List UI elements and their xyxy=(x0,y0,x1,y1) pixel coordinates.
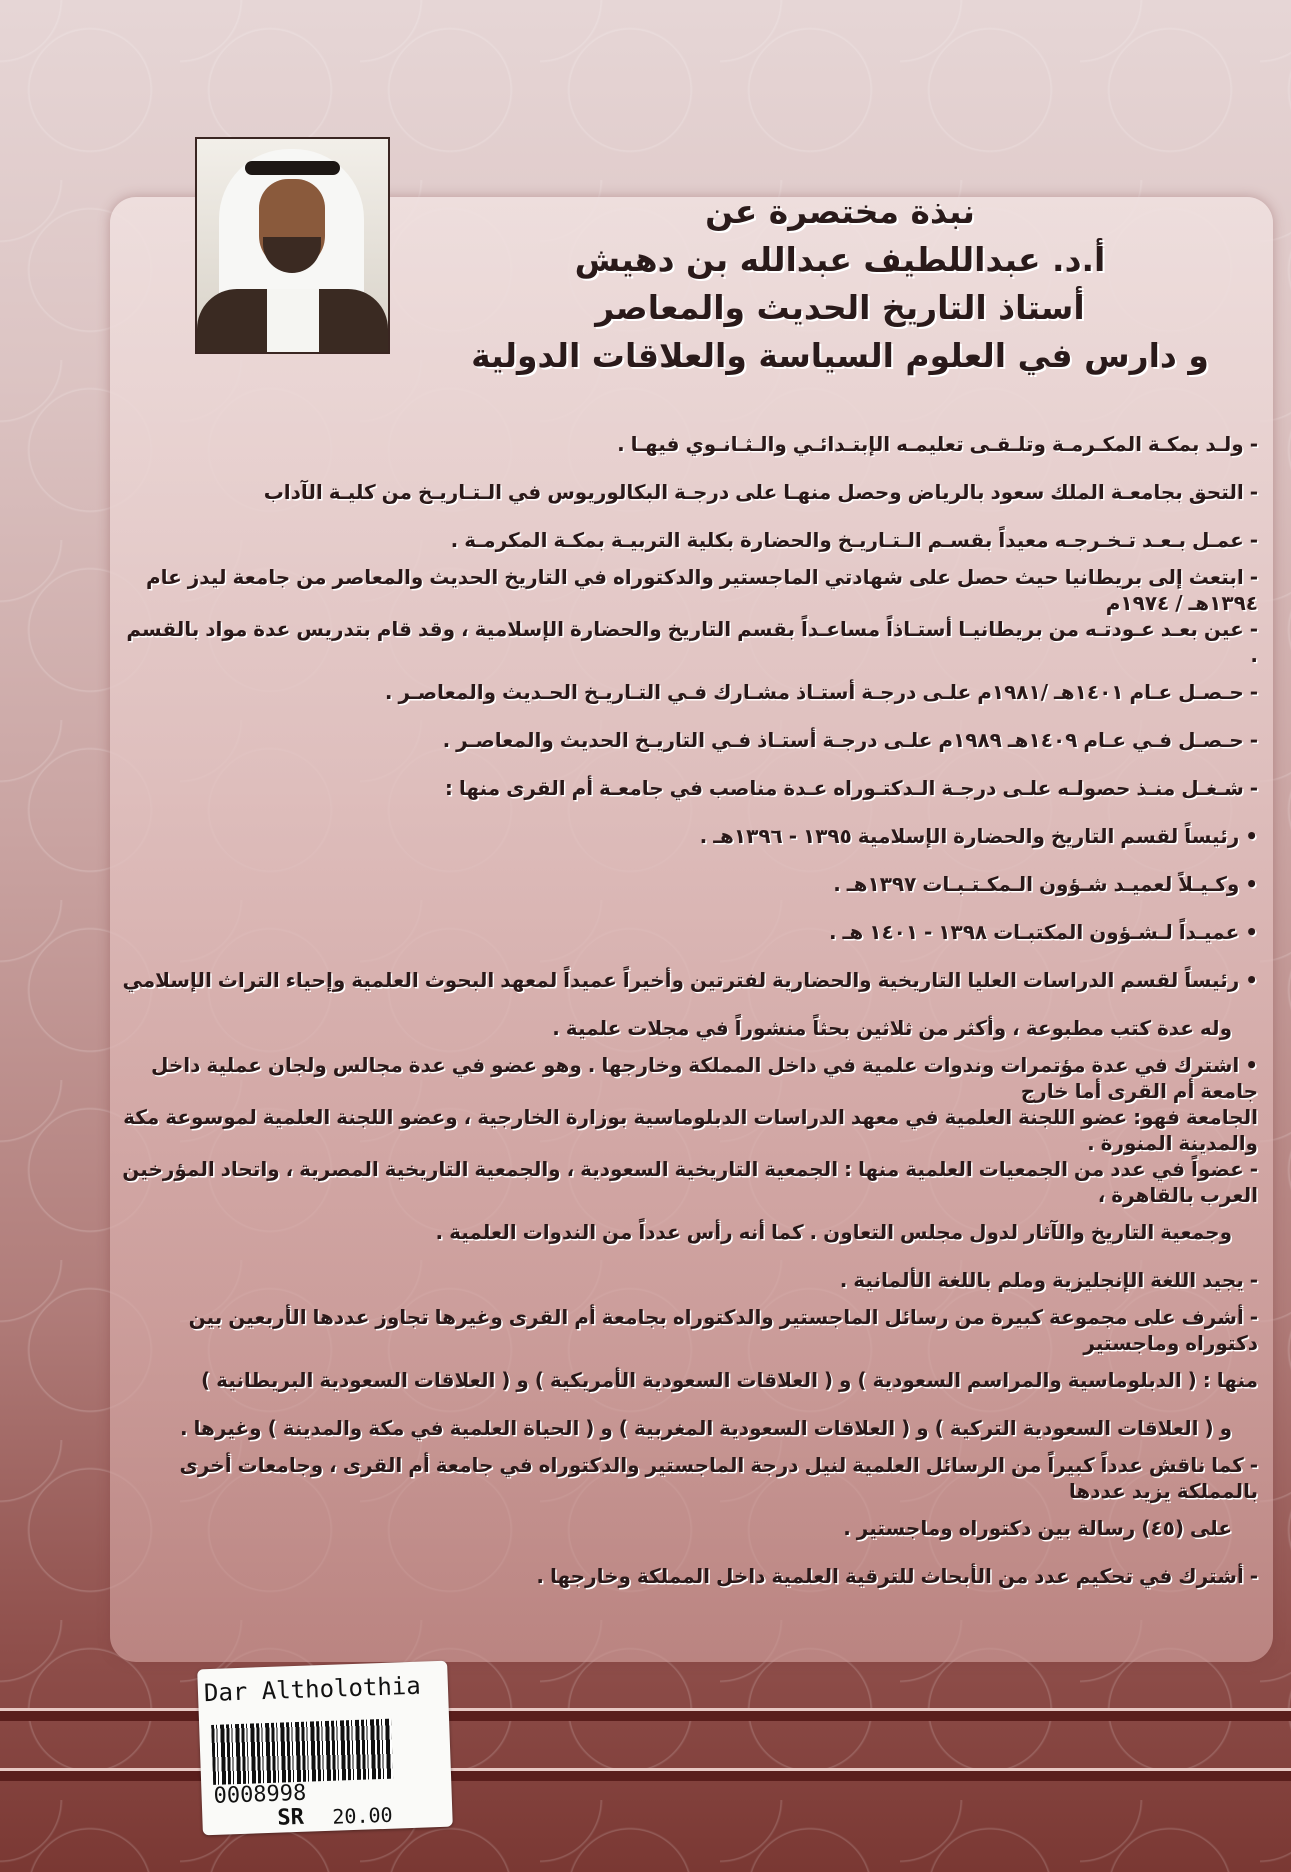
bio-bullet: • عميـداً لـشـؤون المكتبـات ١٣٩٨ - ١٤٠١ هـ . xyxy=(829,920,1258,944)
bio-line: - ابتعث إلى بريطانيا حيث حصل على شهادتي الماجستير والدكتوراه في التاريخ الحديث والمعاصر من جامعة ليدز عام ١٣٩٤هـ / ١٩٧٤م xyxy=(145,565,1258,615)
author-heading xyxy=(430,188,1250,380)
bio-line: - عين بعـد عـودتـه من بريطانيـا أستـاذاً مساعـداً بقسم التاريخ والحضارة الإسلامية ، وقد قام بتدريس عدة مواد بالقسم . xyxy=(126,617,1258,667)
bio-bullet: • وكـيـلاً لعميـد شـؤون الـمكـتـبـات ١٣٩٧هـ . xyxy=(833,872,1258,896)
currency: SR xyxy=(276,1804,305,1831)
author-name: أ.د. عبداللطيف عبدالله بن دهيش xyxy=(574,240,1106,279)
bio-line-continued: منها : ( الدبلوماسية والمراسم السعودية ) و ( العلاقات السعودية الأمريكية ) و ( العلاقات السعودية البريطانية ) xyxy=(201,1368,1258,1392)
bio-line-continued: الجامعة فهو: عضو اللجنة العلمية في معهد الدراسات الدبلوماسية بوزارة الخارجية ، وعضو اللجنة العلمية لموسوعة مكة والمدينة المنورة . xyxy=(123,1105,1258,1155)
bio-bullet: • رئيساً لقسم الدراسات العليا التاريخية والحضارية لفترتين وأخيراً عميداً لمعهد البحوث العلمية وإحياء التراث الإسلامي xyxy=(122,968,1258,992)
author-title: أستاذ التاريخ الحديث والمعاصر xyxy=(595,288,1085,327)
barcode xyxy=(211,1719,393,1785)
price-sticker xyxy=(197,1661,453,1836)
author-field: و دارس في العلوم السياسة والعلاقات الدولية xyxy=(471,336,1209,375)
bio-line-continued: على (٤٥) رسالة بين دكتوراه وماجستير . xyxy=(843,1516,1232,1540)
price: 20.00 xyxy=(331,1802,394,1829)
bio-bullet: • اشترك في عدة مؤتمرات وندوات علمية في داخل المملكة وخارجها . وهو عضو في عدة مجالس ولجان عملية داخل جامعة أم القرى أما خارج xyxy=(151,1053,1258,1103)
bio-bullet: • رئيساً لقسم التاريخ والحضارة الإسلامية ١٣٩٥ - ١٣٩٦هـ . xyxy=(699,824,1258,848)
bio-line-continued: و ( العلاقات السعودية التركية ) و ( العلاقات السعودية المغربية ) و ( الحياة العلمية في مكة والمدينة ) وغيرها . xyxy=(179,1416,1232,1440)
bio-line: - عمـل بـعـد تـخـرجـه معيداً بقسـم الـتـاريـخ والحضارة بكلية التربيـة بمكـة المكرمـة . xyxy=(450,528,1258,552)
bio-line: - أشترك في تحكيم عدد من الأبحاث للترقية العلمية داخل المملكة وخارجها . xyxy=(536,1564,1258,1588)
bio-line: - يجيد اللغة الإنجليزية وملم باللغة الألمانية . xyxy=(839,1268,1258,1292)
store-name: Dar Altholothia xyxy=(203,1671,422,1708)
bio-line: - شـغـل منـذ حصولـه علـى درجـة الـدكتـوراه عـدة مناصب في جامعـة أم القرى منها : xyxy=(444,776,1258,800)
decorative-stripe xyxy=(0,1708,1291,1721)
biography-text xyxy=(118,420,1258,1600)
bio-line-continued: وله عدة كتب مطبوعة ، وأكثر من ثلاثين بحثاً منشوراً في مجلات علمية . xyxy=(552,1016,1232,1040)
bio-line: - حـصـل فـي عـام ١٤٠٩هـ ١٩٨٩م علـى درجـة أستـاذ فـي التاريـخ الحديث والمعاصـر . xyxy=(442,728,1258,752)
bio-line: - حـصـل عـام ١٤٠١هـ /١٩٨١م علـى درجـة أستـاذ مشـارك فـي التـاريـخ الحـديث والمعاصـر . xyxy=(384,680,1258,704)
bio-line: - التحق بجامعـة الملك سعود بالرياض وحصل منهـا على درجـة البكالوريوس في الـتـاريـخ من كليـة الآداب xyxy=(263,480,1258,504)
bio-line: - كما ناقش عدداً كبيراً من الرسائل العلمية لنيل درجة الماجستير والدكتوراه في جامعة أم القرى ، وجامعات أخرى بالمملكة يزيد عددها xyxy=(179,1453,1258,1503)
bio-line-continued: وجمعية التاريخ والآثار لدول مجلس التعاون . كما أنه رأس عدداً من الندوات العلمية . xyxy=(435,1220,1232,1244)
bio-line: - أشرف على مجموعة كبيرة من رسائل الماجستير والدكتوراه بجامعة أم القرى وغيرها تجاوز عددها الأربعين بين دكتوراه وماجستير xyxy=(188,1305,1258,1355)
decorative-stripe xyxy=(0,1768,1291,1781)
barcode-number: 0008998 xyxy=(213,1780,307,1809)
bio-line: - عضواً في عدد من الجمعيات العلمية منها : الجمعية التاريخية السعودية ، والجمعية التاريخية المصرية ، واتحاد المؤرخين العرب بالقاهرة ، xyxy=(122,1157,1258,1207)
author-photo xyxy=(195,137,390,354)
bio-line: - ولـد بمكـة المكـرمـة وتلـقـى تعليمـه الإبتـدائـي والـثـانـوي فيهـا . xyxy=(617,432,1258,456)
heading-intro: نبذة مختصرة عن xyxy=(705,192,975,231)
